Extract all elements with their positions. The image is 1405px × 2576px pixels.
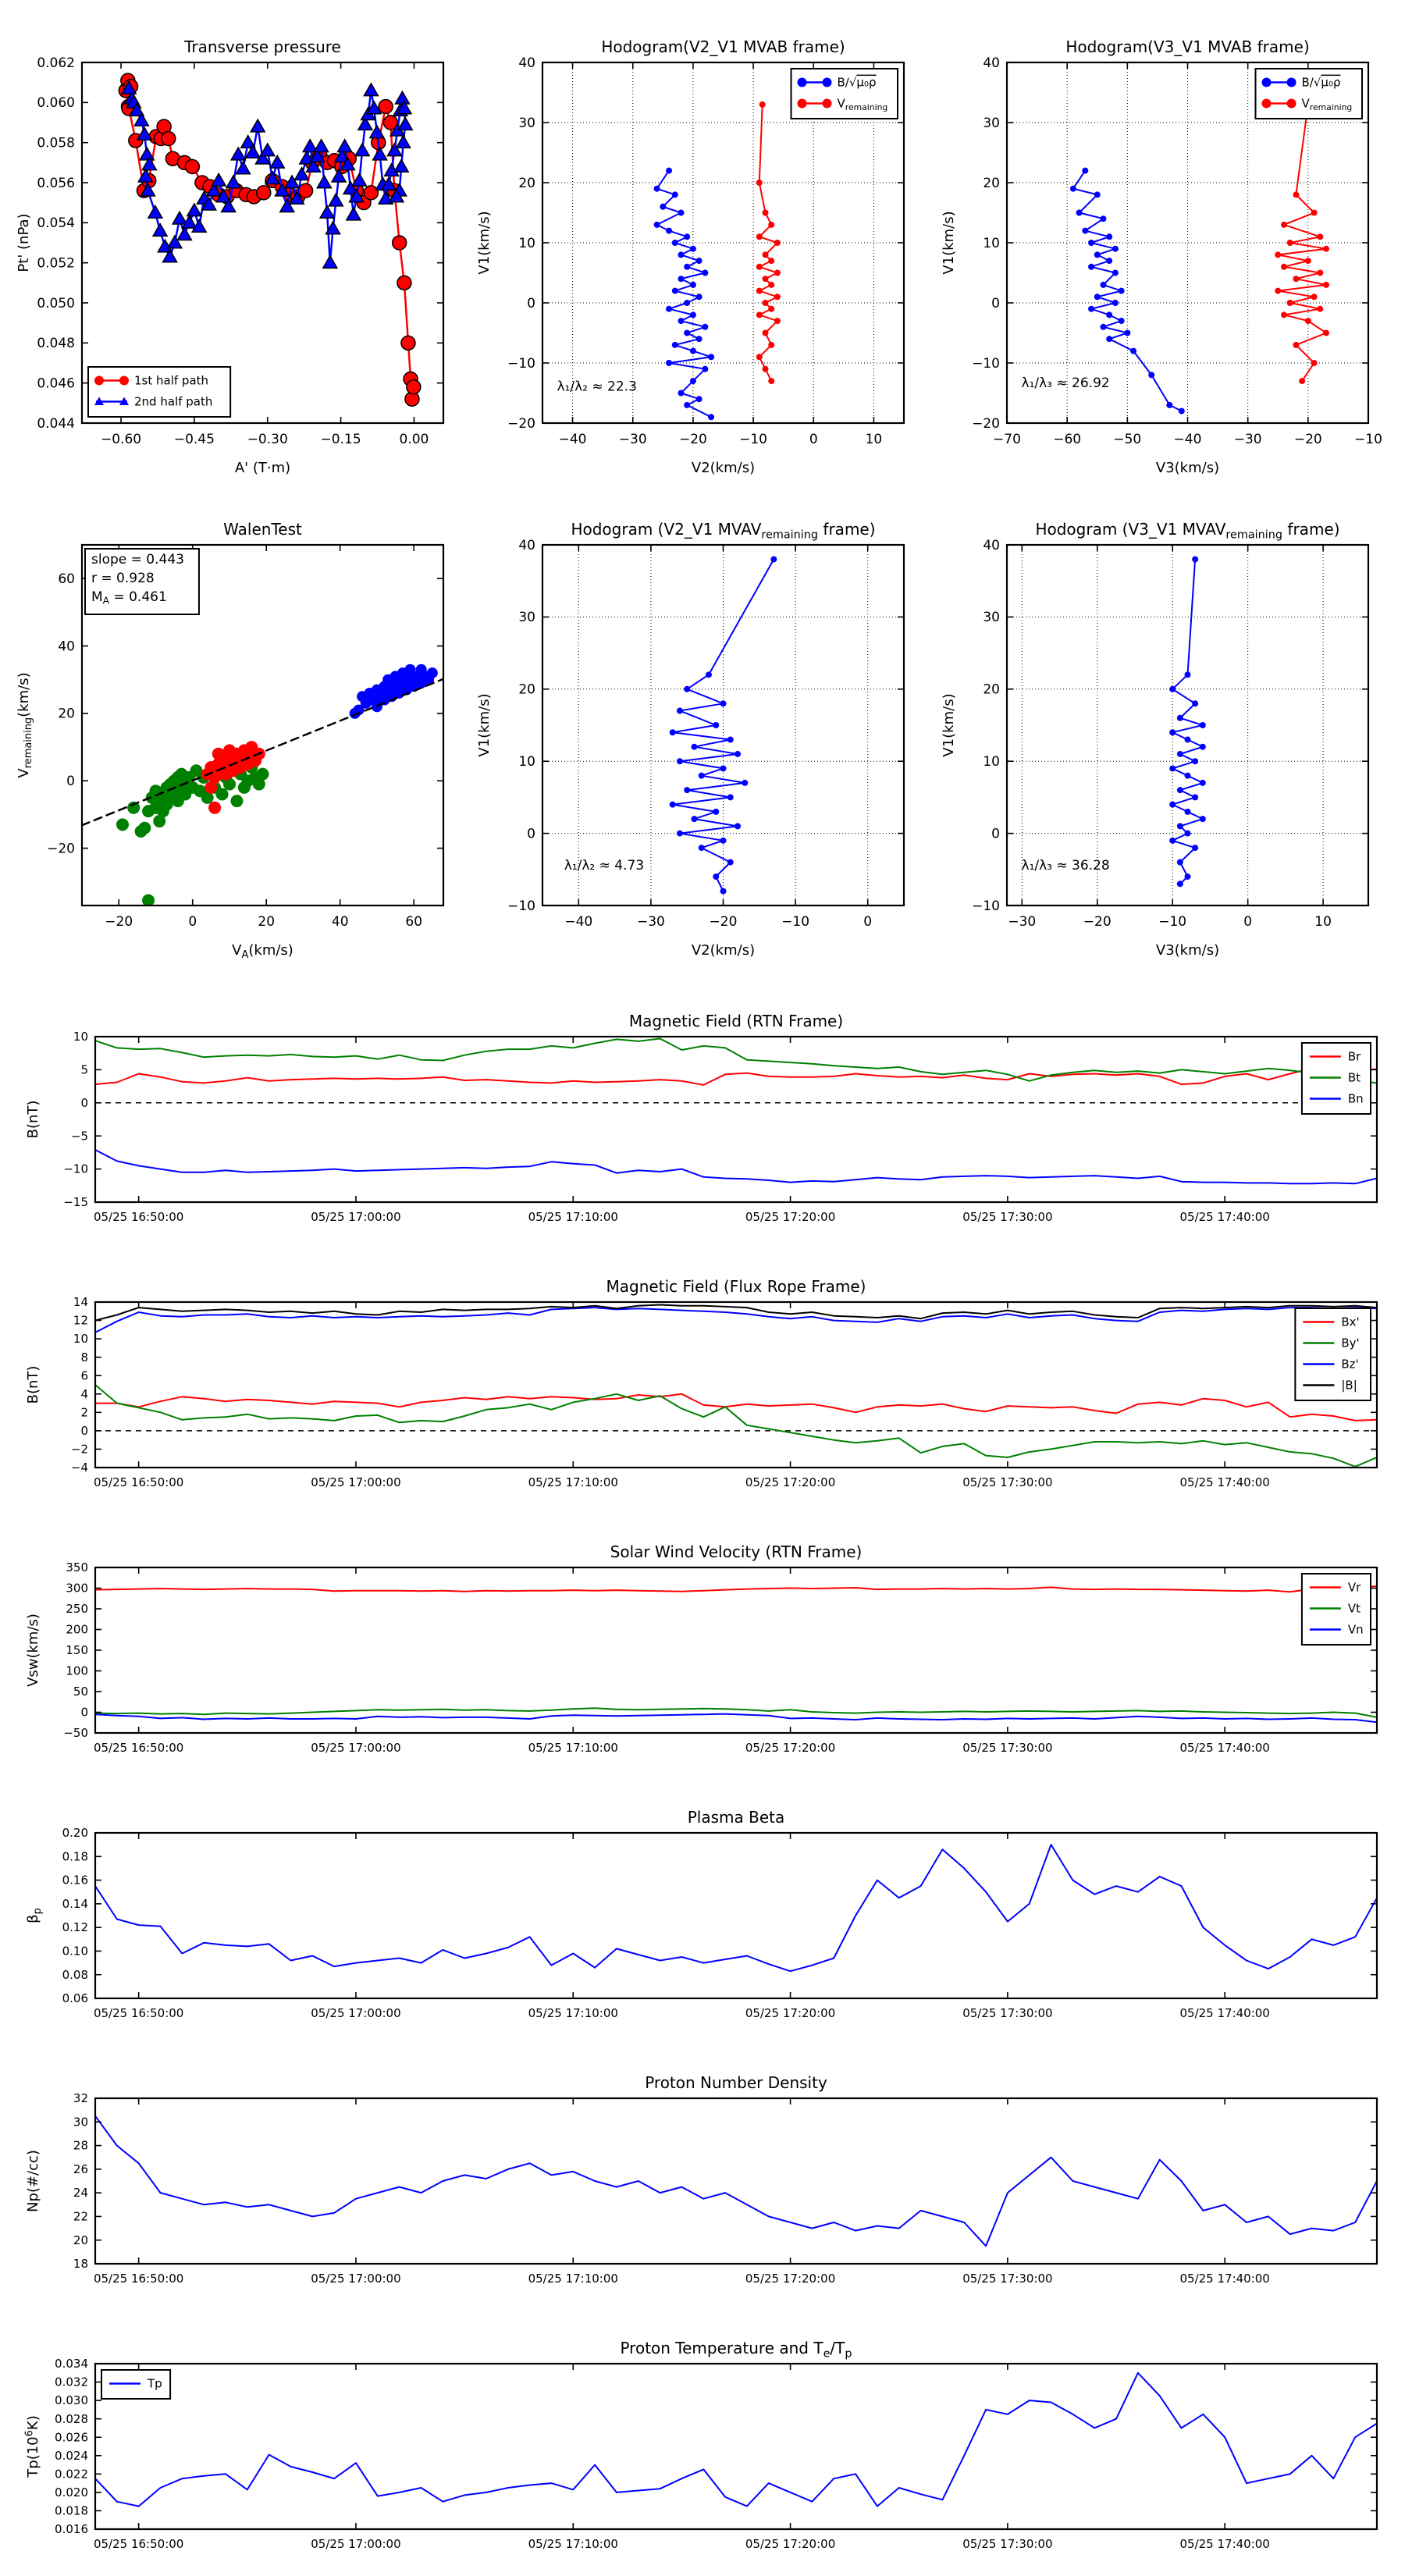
svg-text:05/25 17:00:00: 05/25 17:00:00 [311, 2537, 401, 2551]
plasma-beta-chart [17, 1802, 1391, 2044]
svg-text:Proton Temperature and Te/Tp: Proton Temperature and $T_e/T_p$ [620, 2339, 852, 2361]
svg-text:05/25 16:50:00: 05/25 16:50:00 [93, 1210, 184, 1224]
svg-text:150: 150 [66, 1643, 88, 1658]
svg-text:−20: −20 [709, 914, 738, 930]
svg-text:−20: −20 [1293, 432, 1322, 447]
magnetic-field-flux-rope-chart [17, 1271, 1391, 1513]
svg-text:−10: −10 [1354, 432, 1382, 447]
svg-text:200: 200 [66, 1622, 88, 1637]
svg-text:−10: −10 [739, 432, 768, 447]
svg-text:−40: −40 [564, 914, 593, 930]
svg-text:−40: −40 [1173, 432, 1202, 447]
svg-text:0.028: 0.028 [55, 2411, 88, 2426]
svg-text:λ₁/λ₃ ≈ 36.28: λ₁/λ₃ ≈ 36.28 [1021, 857, 1110, 873]
svg-text:14: 14 [73, 1295, 88, 1310]
svg-text:0.058: 0.058 [37, 135, 75, 151]
svg-text:05/25 17:00:00: 05/25 17:00:00 [311, 1741, 401, 1755]
svg-text:Hodogram(V3_V1 MVAB frame): Hodogram(V3_V1 MVAB frame) [1065, 37, 1310, 56]
svg-text:0.056: 0.056 [37, 175, 75, 191]
svg-text:B(nT): B(nT) [25, 1100, 41, 1139]
svg-text:A' (T·m): A' (T·m) [234, 460, 291, 476]
svg-text:05/25 17:10:00: 05/25 17:10:00 [528, 2537, 618, 2551]
svg-text:0.054: 0.054 [37, 215, 75, 232]
svg-text:300: 300 [66, 1581, 88, 1596]
svg-text:0: 0 [527, 826, 535, 842]
svg-text:6: 6 [80, 1368, 88, 1383]
svg-text:05/25 17:10:00: 05/25 17:10:00 [528, 2272, 618, 2286]
svg-text:−20: −20 [678, 432, 707, 447]
svg-text:λ₁/λ₂ ≈ 4.73: λ₁/λ₂ ≈ 4.73 [564, 857, 645, 873]
svg-text:VA(km/s): $V_A(km/s)$ [232, 942, 293, 961]
svg-text:0.048: 0.048 [37, 336, 75, 352]
proton-temperature-chart [17, 2332, 1391, 2574]
svg-text:WalenTest: WalenTest [223, 520, 302, 539]
svg-text:50: 50 [73, 1685, 88, 1699]
hodogram-v2v1-mvav-chart [468, 506, 921, 974]
svg-text:05/25 17:20:00: 05/25 17:20:00 [745, 2537, 836, 2551]
svg-text:05/25 17:40:00: 05/25 17:40:00 [1179, 2272, 1270, 2286]
transverse-pressure-chart [8, 23, 461, 492]
svg-text:V2(km/s): V2(km/s) [691, 942, 756, 959]
svg-text:20: 20 [73, 2233, 88, 2247]
svg-text:−20: −20 [1083, 914, 1112, 930]
svg-text:0.044: 0.044 [37, 415, 75, 432]
svg-text:−10: −10 [972, 898, 1000, 914]
svg-text:05/25 17:00:00: 05/25 17:00:00 [311, 2006, 401, 2020]
svg-text:60: 60 [58, 571, 75, 587]
hodogram-v2v1-mvab-chart [468, 23, 921, 492]
proton-number-density-chart [17, 2067, 1391, 2309]
svg-text:−5: −5 [70, 1129, 88, 1144]
plasma-beta-plot [17, 1802, 1391, 2044]
svg-text:Vr: Vr [1347, 1580, 1361, 1595]
svg-text:0.20: 0.20 [62, 1826, 88, 1841]
svg-text:−30: −30 [618, 432, 647, 447]
svg-text:Bn: Bn [1347, 1091, 1364, 1106]
svg-text:0.016: 0.016 [55, 2522, 88, 2537]
svg-text:05/25 17:40:00: 05/25 17:40:00 [1179, 2537, 1270, 2551]
walen-test-chart [8, 506, 461, 974]
svg-text:Br: Br [1347, 1049, 1361, 1064]
svg-text:−50: −50 [63, 1726, 88, 1741]
svg-text:28: 28 [73, 2138, 88, 2153]
svg-text:0.00: 0.00 [399, 432, 429, 447]
svg-text:100: 100 [66, 1663, 88, 1678]
svg-text:Bx': Bx' [1341, 1315, 1360, 1329]
svg-text:−10: −10 [972, 355, 1000, 372]
svg-text:05/25 17:40:00: 05/25 17:40:00 [1179, 2006, 1270, 2020]
svg-text:10: 10 [983, 235, 1000, 251]
svg-text:20: 20 [58, 706, 75, 722]
svg-text:0: 0 [809, 432, 818, 447]
svg-text:05/25 17:30:00: 05/25 17:30:00 [962, 1475, 1053, 1489]
svg-text:05/25 17:30:00: 05/25 17:30:00 [962, 1210, 1053, 1224]
svg-text:05/25 17:00:00: 05/25 17:00:00 [311, 1210, 401, 1224]
svg-text:By': By' [1341, 1336, 1360, 1350]
svg-text:24: 24 [73, 2186, 88, 2201]
svg-text:0: 0 [80, 1423, 88, 1438]
svg-text:1st half path: 1st half path [134, 373, 209, 388]
magnetic-field-rtn-chart [17, 1005, 1391, 1247]
svg-text:250: 250 [66, 1602, 88, 1617]
svg-text:−30: −30 [1233, 432, 1262, 447]
svg-text:βp: $\beta_p$ [25, 1908, 44, 1923]
svg-text:−50: −50 [1113, 432, 1142, 447]
svg-text:V2(km/s): V2(km/s) [691, 460, 756, 476]
svg-text:−20: −20 [507, 415, 535, 432]
svg-text:Magnetic Field (Flux Rope Fram: Magnetic Field (Flux Rope Frame) [606, 1277, 866, 1296]
svg-text:0: 0 [1243, 914, 1253, 930]
svg-text:18: 18 [73, 2257, 88, 2272]
svg-text:12: 12 [73, 1313, 88, 1328]
svg-text:05/25 17:20:00: 05/25 17:20:00 [745, 2272, 836, 2286]
svg-text:Solar Wind Velocity (RTN Frame: Solar Wind Velocity (RTN Frame) [610, 1542, 863, 1561]
svg-text:05/25 16:50:00: 05/25 16:50:00 [93, 1475, 184, 1489]
svg-text:0: 0 [991, 826, 1000, 842]
svg-text:V1(km/s): V1(km/s) [941, 211, 957, 275]
svg-text:Hodogram (V2_V1 MVAVremaining: Hodogram (V2_V1 $MVAV_{remaining}$ frame) [571, 520, 876, 542]
svg-text:Plasma Beta: Plasma Beta [687, 1808, 785, 1827]
svg-text:0.052: 0.052 [37, 255, 75, 272]
svg-text:40: 40 [518, 55, 535, 71]
svg-text:Tp(106K): $Tp(10^6K)$ [23, 2415, 41, 2478]
svg-text:5: 5 [80, 1062, 88, 1077]
svg-text:−20: −20 [972, 415, 1000, 432]
svg-text:V1(km/s): V1(km/s) [476, 693, 493, 757]
svg-text:05/25 17:10:00: 05/25 17:10:00 [528, 1210, 618, 1224]
svg-text:10: 10 [73, 1332, 88, 1347]
svg-text:05/25 17:40:00: 05/25 17:40:00 [1179, 1741, 1270, 1755]
svg-text:−30: −30 [1008, 914, 1037, 930]
svg-text:20: 20 [983, 175, 1000, 191]
svg-text:0: 0 [80, 1705, 88, 1720]
svg-text:−0.60: −0.60 [100, 432, 142, 447]
svg-text:V3(km/s): V3(km/s) [1155, 942, 1220, 959]
svg-text:Np(#/cc): Np(#/cc) [25, 2150, 41, 2212]
svg-text:−0.45: −0.45 [173, 432, 215, 447]
svg-text:05/25 17:20:00: 05/25 17:20:00 [745, 1210, 836, 1224]
svg-text:05/25 16:50:00: 05/25 16:50:00 [93, 1741, 184, 1755]
svg-text:05/25 17:10:00: 05/25 17:10:00 [528, 1475, 618, 1489]
svg-text:0.030: 0.030 [55, 2393, 88, 2408]
svg-text:05/25 17:00:00: 05/25 17:00:00 [311, 1475, 401, 1489]
svg-text:−0.15: −0.15 [320, 432, 361, 447]
svg-text:0.018: 0.018 [55, 2503, 88, 2518]
svg-text:−20: −20 [47, 841, 75, 857]
svg-text:0.046: 0.046 [37, 375, 75, 392]
svg-text:−10: −10 [507, 898, 535, 914]
svg-text:05/25 17:20:00: 05/25 17:20:00 [745, 1741, 836, 1755]
hodogram-v3v1-mvab-chart [933, 23, 1385, 492]
svg-text:05/25 16:50:00: 05/25 16:50:00 [93, 2537, 184, 2551]
svg-text:B/√μ₀ρ: B/√μ₀ρ [837, 75, 877, 90]
svg-text:10: 10 [865, 432, 883, 447]
svg-text:05/25 17:40:00: 05/25 17:40:00 [1179, 1475, 1270, 1489]
svg-text:32: 32 [73, 2091, 88, 2106]
svg-text:−15: −15 [63, 1195, 88, 1210]
svg-text:350: 350 [66, 1560, 88, 1575]
hodogram-v3v1-mvav-plot [933, 506, 1385, 974]
magnetic-field-rtn-plot [17, 1005, 1391, 1247]
svg-text:40: 40 [331, 914, 349, 930]
hodogram-v3v1-mvav-chart [933, 506, 1385, 974]
hodogram-v2v1-mvav-plot [468, 506, 921, 974]
svg-text:Magnetic Field (RTN Frame): Magnetic Field (RTN Frame) [628, 1012, 844, 1030]
hodogram-v3v1-mvab-plot [933, 23, 1385, 492]
svg-text:10: 10 [518, 235, 535, 251]
svg-text:40: 40 [518, 537, 535, 553]
svg-text:20: 20 [518, 681, 535, 698]
svg-text:0.024: 0.024 [55, 2448, 88, 2463]
svg-text:B/√μ₀ρ: B/√μ₀ρ [1301, 75, 1341, 90]
svg-text:MA = 0.461: $M_A = 0.461$ [91, 589, 167, 607]
solar-wind-velocity-chart [17, 1536, 1391, 1778]
svg-text:20: 20 [983, 681, 1000, 698]
svg-text:−10: −10 [507, 355, 535, 372]
svg-text:05/25 17:30:00: 05/25 17:30:00 [962, 2537, 1053, 2551]
svg-text:05/25 17:30:00: 05/25 17:30:00 [962, 2006, 1053, 2020]
svg-text:0: 0 [188, 914, 197, 930]
svg-text:05/25 17:20:00: 05/25 17:20:00 [745, 2006, 836, 2020]
svg-text:0.032: 0.032 [55, 2375, 88, 2389]
svg-text:22: 22 [73, 2209, 88, 2224]
svg-text:0: 0 [991, 295, 1000, 311]
svg-text:−70: −70 [993, 432, 1021, 447]
svg-text:|B|: |B| [1341, 1378, 1357, 1393]
svg-text:8: 8 [80, 1350, 88, 1364]
hodogram-v2v1-mvab-plot [468, 23, 921, 492]
svg-text:−10: −10 [63, 1162, 88, 1176]
svg-text:40: 40 [983, 537, 1000, 553]
svg-text:Vremaining(km/s): $V_{remaining}(km/s)$ [16, 672, 34, 778]
svg-text:λ₁/λ₃ ≈ 26.92: λ₁/λ₃ ≈ 26.92 [1021, 375, 1110, 391]
svg-text:60: 60 [405, 914, 423, 930]
svg-text:0: 0 [80, 1095, 88, 1110]
svg-text:2nd half path: 2nd half path [134, 394, 213, 409]
svg-text:λ₁/λ₂ ≈ 22.3: λ₁/λ₂ ≈ 22.3 [557, 379, 637, 395]
svg-text:0.026: 0.026 [55, 2430, 88, 2445]
svg-text:Vremaining: $V_{remaining}$ [1301, 96, 1353, 112]
svg-text:B(nT): B(nT) [25, 1365, 41, 1404]
svg-text:slope = 0.443: slope = 0.443 [91, 552, 184, 568]
svg-text:40: 40 [58, 639, 75, 655]
svg-text:0.08: 0.08 [62, 1967, 88, 1982]
svg-text:0: 0 [863, 914, 873, 930]
svg-text:V1(km/s): V1(km/s) [476, 211, 493, 275]
svg-text:Tp: Tp [148, 2376, 162, 2391]
svg-text:05/25 17:40:00: 05/25 17:40:00 [1179, 1210, 1270, 1224]
svg-text:0: 0 [527, 295, 535, 311]
svg-text:0.022: 0.022 [55, 2467, 88, 2482]
svg-text:30: 30 [518, 610, 535, 626]
svg-text:Transverse pressure: Transverse pressure [184, 37, 341, 56]
svg-text:−10: −10 [781, 914, 810, 930]
svg-text:0.062: 0.062 [37, 55, 75, 71]
svg-text:Pt' (nPa): Pt' (nPa) [16, 213, 32, 272]
svg-text:05/25 16:50:00: 05/25 16:50:00 [93, 2272, 184, 2286]
svg-text:−4: −4 [70, 1461, 88, 1475]
svg-text:0.06: 0.06 [62, 1991, 88, 2006]
magnetic-field-flux-rope-plot [17, 1271, 1391, 1513]
svg-text:05/25 17:10:00: 05/25 17:10:00 [528, 2006, 618, 2020]
svg-text:30: 30 [518, 115, 535, 131]
svg-text:2: 2 [80, 1405, 88, 1420]
svg-text:Bz': Bz' [1341, 1357, 1359, 1372]
svg-text:0.060: 0.060 [37, 95, 75, 112]
svg-text:4: 4 [80, 1386, 88, 1401]
svg-text:10: 10 [983, 753, 1000, 770]
svg-text:10: 10 [73, 1030, 88, 1044]
svg-text:r = 0.928: r = 0.928 [91, 571, 155, 586]
svg-text:Vsw(km/s): Vsw(km/s) [25, 1614, 41, 1687]
svg-text:0.14: 0.14 [62, 1896, 88, 1911]
svg-text:05/25 17:10:00: 05/25 17:10:00 [528, 1741, 618, 1755]
svg-text:30: 30 [73, 2115, 88, 2129]
svg-text:05/25 17:00:00: 05/25 17:00:00 [311, 2272, 401, 2286]
svg-text:−30: −30 [636, 914, 665, 930]
walen-test-plot [8, 506, 461, 974]
svg-text:20: 20 [258, 914, 276, 930]
svg-text:10: 10 [1314, 914, 1332, 930]
proton-temperature-plot [17, 2332, 1391, 2574]
svg-text:0.034: 0.034 [55, 2357, 88, 2371]
svg-text:−10: −10 [1158, 914, 1187, 930]
svg-text:−0.30: −0.30 [247, 432, 288, 447]
svg-text:0.12: 0.12 [62, 1920, 88, 1935]
svg-text:−20: −20 [105, 914, 133, 930]
svg-text:0.18: 0.18 [62, 1849, 88, 1864]
svg-text:05/25 17:30:00: 05/25 17:30:00 [962, 2272, 1053, 2286]
svg-text:05/25 16:50:00: 05/25 16:50:00 [93, 2006, 184, 2020]
svg-text:0.020: 0.020 [55, 2485, 88, 2500]
svg-text:0: 0 [66, 774, 75, 790]
svg-text:30: 30 [983, 115, 1000, 131]
svg-text:0.16: 0.16 [62, 1873, 88, 1888]
svg-text:Vn: Vn [1347, 1622, 1364, 1637]
proton-number-density-plot [17, 2067, 1391, 2309]
solar-wind-velocity-plot [17, 1536, 1391, 1778]
svg-text:−2: −2 [70, 1442, 88, 1457]
svg-text:05/25 17:20:00: 05/25 17:20:00 [745, 1475, 836, 1489]
svg-text:Hodogram (V3_V1 MVAVremaining: Hodogram (V3_V1 $MVAV_{remaining}$ frame) [1035, 520, 1340, 542]
svg-text:V3(km/s): V3(km/s) [1155, 460, 1220, 476]
svg-text:05/25 17:30:00: 05/25 17:30:00 [962, 1741, 1053, 1755]
svg-text:Vremaining: $V_{remaining}$ [837, 96, 888, 112]
svg-text:Bt: Bt [1347, 1070, 1361, 1085]
svg-text:10: 10 [518, 753, 535, 770]
svg-text:V1(km/s): V1(km/s) [941, 693, 957, 757]
transverse-pressure-plot [8, 23, 461, 492]
svg-text:0.10: 0.10 [62, 1944, 88, 1959]
svg-text:40: 40 [983, 55, 1000, 71]
svg-text:Vt: Vt [1347, 1601, 1361, 1616]
svg-text:Hodogram(V2_V1 MVAB frame): Hodogram(V2_V1 MVAB frame) [601, 37, 845, 56]
svg-text:−40: −40 [558, 432, 587, 447]
svg-text:26: 26 [73, 2161, 88, 2176]
svg-text:0.050: 0.050 [37, 295, 75, 311]
svg-text:30: 30 [983, 610, 1000, 626]
svg-text:Proton Number Density: Proton Number Density [645, 2073, 827, 2092]
svg-text:−60: −60 [1053, 432, 1082, 447]
svg-text:20: 20 [518, 175, 535, 191]
